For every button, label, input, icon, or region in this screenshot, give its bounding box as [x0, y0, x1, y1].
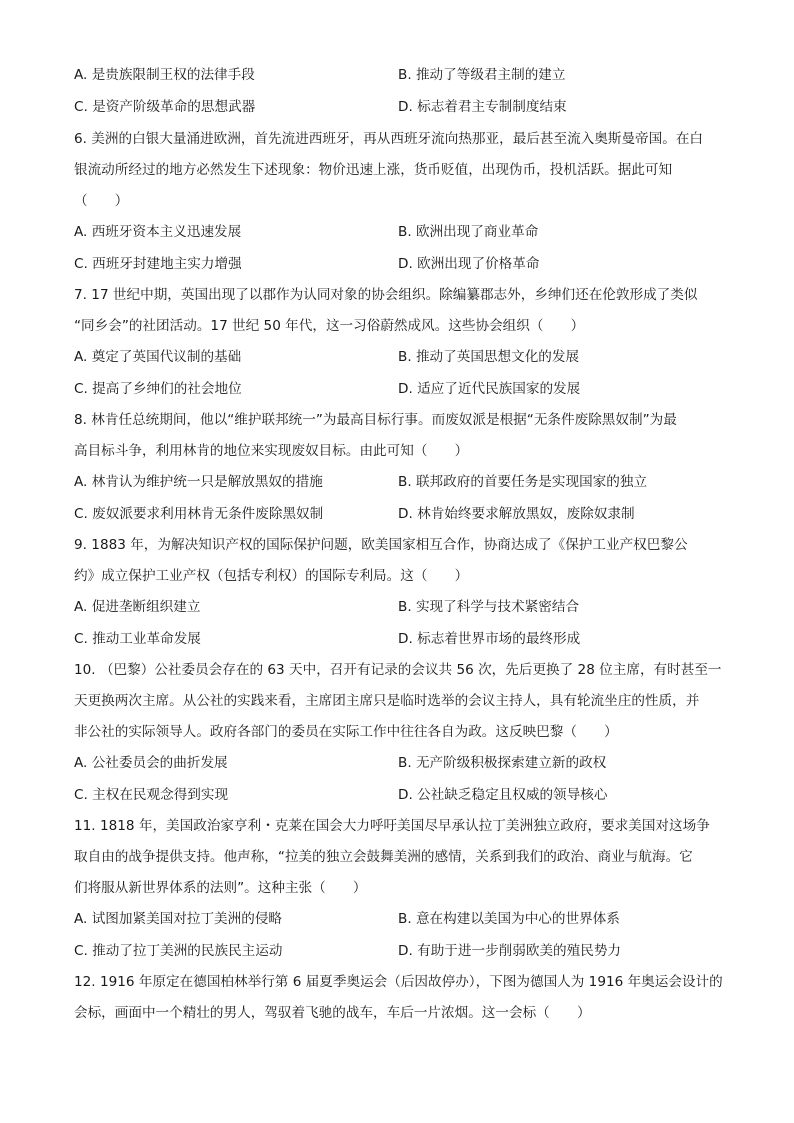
q5-option-d: D. 标志着君主专制制度结束: [398, 99, 567, 115]
q7-option-a: A. 奠定了英国代议制的基础: [74, 349, 242, 365]
q7-option-b: B. 推动了英国思想文化的发展: [398, 349, 580, 365]
q9-option-c: C. 推动工业革命发展: [74, 631, 201, 647]
q9-stem-line-2: 约》成立保护工业产权（包括专利权）的国际专利局。这（ ）: [74, 568, 469, 584]
q10-stem-line-2: 天更换两次主席。从公社的实践来看，主席团主席只是临时选举的会议主持人，具有轮流坐庄的性质，并: [74, 693, 700, 709]
q5-option-a: A. 是贵族限制王权的法律手段: [74, 67, 255, 83]
q11-stem-line-1: 11. 1818 年，美国政治家亨利・克莱在国会大力呼吁美国尽早承认拉丁美洲独立政府，要求美国对这场争: [74, 818, 710, 834]
q8-option-d: D. 林肯始终要求解放黑奴，废除奴隶制: [398, 506, 635, 522]
q6-option-a: A. 西班牙资本主义迅速发展: [74, 224, 242, 240]
q5-option-c: C. 是资产阶级革命的思想武器: [74, 99, 256, 115]
q7-stem-line-2: “同乡会”的社团活动。17 世纪 50 年代，这一习俗蔚然成风。这些协会组织（ ）: [74, 318, 585, 334]
q10-option-a: A. 公社委员会的曲折发展: [74, 755, 228, 771]
q10-stem-line-1: 10. （巴黎）公社委员会存在的 63 天中，召开有记录的会议共 56 次，先后更换了 28 位主席，有时甚至一: [74, 662, 722, 678]
q5-option-b: B. 推动了等级君主制的建立: [398, 67, 566, 83]
q6-stem-line-2: 银流动所经过的地方必然发生下述现象：物价迅速上涨，货币贬值，出现伪币，投机活跃。据此可知: [74, 162, 673, 178]
q10-stem-line-3: 非公社的实际领导人。政府各部门的委员在实际工作中往往各自为政。这反映巴黎（ ）: [74, 724, 618, 740]
q7-option-c: C. 提高了乡绅们的社会地位: [74, 381, 242, 397]
q11-option-b: B. 意在构建以美国为中心的世界体系: [398, 911, 620, 927]
q10-option-b: B. 无产阶级积极探索建立新的政权: [398, 755, 607, 771]
q9-stem-line-1: 9. 1883 年，为解决知识产权的国际保护问题，欧美国家相互合作，协商达成了《保护工业产权巴黎公: [74, 537, 688, 553]
q11-stem-line-3: 们将服从新世界体系的法则”。这种主张（ ）: [74, 880, 367, 896]
q11-option-d: D. 有助于进一步削弱欧美的殖民势力: [398, 943, 622, 959]
q9-option-a: A. 促进垄断组织建立: [74, 599, 201, 615]
q12-stem-line-2: 会标，画面中一个精壮的男人，驾驭着飞驰的战车，车后一片浓烟。这一会标（ ）: [74, 1005, 591, 1021]
q8-option-a: A. 林肯认为维护统一只是解放黑奴的措施: [74, 474, 323, 490]
q8-stem-line-2: 高目标斗争，利用林肯的地位来实现废奴目标。由此可知（ ）: [74, 443, 469, 459]
q9-option-d: D. 标志着世界市场的最终形成: [398, 631, 581, 647]
q12-stem-line-1: 12. 1916 年原定在德国柏林举行第 6 届夏季奥运会（后因故停办），下图为德国人为 1916 年奥运会设计的: [74, 974, 723, 990]
q10-option-c: C. 主权在民观念得到实现: [74, 787, 229, 803]
q7-option-d: D. 适应了近代民族国家的发展: [398, 381, 581, 397]
q9-option-b: B. 实现了科学与技术紧密结合: [398, 599, 580, 615]
q11-option-a: A. 试图加紧美国对拉丁美洲的侵略: [74, 911, 283, 927]
q8-option-c: C. 废奴派要求利用林肯无条件废除黑奴制: [74, 506, 324, 522]
q6-answer-blank: （ ）: [74, 193, 129, 209]
q6-stem-line-1: 6. 美洲的白银大量涌进欧洲，首先流进西班牙，再从西班牙流向热那亚，最后甚至流入奥斯曼帝国。在白: [74, 131, 704, 147]
q7-stem-line-1: 7. 17 世纪中期，英国出现了以郡作为认同对象的协会组织。除编纂郡志外，乡绅们还在伦敦形成了类似: [74, 287, 698, 303]
q11-stem-line-2: 取自由的战争提供支持。他声称，“拉美的独立会鼓舞美洲的感情，关系到我们的政治、商业与航海。它: [74, 849, 693, 865]
q6-option-b: B. 欧洲出现了商业革命: [398, 224, 539, 240]
q8-stem-line-1: 8. 林肯任总统期间，他以“维护联邦统一”为最高目标行事。而废奴派是根据“无条件废除黑奴制”为最: [74, 412, 677, 428]
q10-option-d: D. 公社缺乏稳定且权威的领导核心: [398, 787, 608, 803]
q11-option-c: C. 推动了拉丁美洲的民族民主运动: [74, 943, 283, 959]
q6-option-d: D. 欧洲出现了价格革命: [398, 256, 540, 272]
q6-option-c: C. 西班牙封建地主实力增强: [74, 256, 242, 272]
q8-option-b: B. 联邦政府的首要任务是实现国家的独立: [398, 474, 648, 490]
